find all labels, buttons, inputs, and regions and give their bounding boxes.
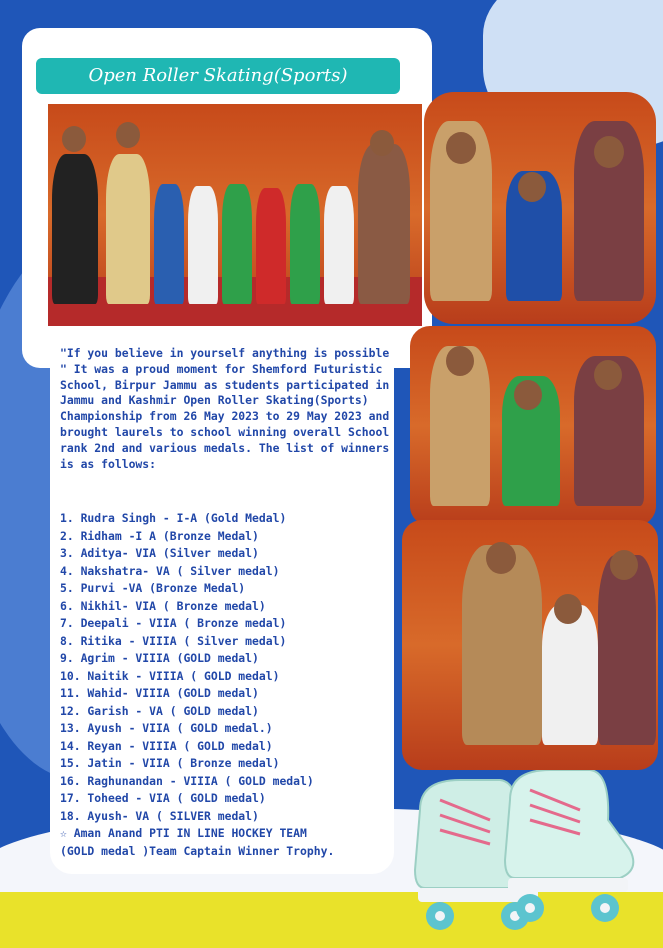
list-item: 9. Agrim - VIIIA (GOLD medal) xyxy=(60,651,259,665)
list-item: 2. Ridham -I A (Bronze Medal) xyxy=(60,528,259,543)
list-item: 11. Wahid- VIIIA (GOLD medal) xyxy=(60,686,259,700)
list-item: 12. Garish - VA ( GOLD medal) xyxy=(60,703,259,718)
list-item: 5. Purvi -VA (Bronze Medal) xyxy=(60,581,246,595)
award-photo-1 xyxy=(424,92,656,324)
award-photo-3 xyxy=(402,520,658,770)
list-item: 1. Rudra Singh - I-A (Gold Medal) xyxy=(60,511,287,525)
roller-skate-icon xyxy=(505,770,633,922)
list-item: 6. Nikhil- VIA ( Bronze medal) xyxy=(60,598,266,613)
award-photo-2 xyxy=(410,326,656,526)
list-item: (GOLD medal )Team Captain Winner Trophy. xyxy=(60,843,335,858)
winners-card xyxy=(50,330,394,874)
roller-skate-illustration xyxy=(400,770,660,940)
list-item: 14. Reyan - VIIIA ( GOLD medal) xyxy=(60,738,273,753)
group-photo xyxy=(48,104,422,326)
list-item: 18. Ayush- VA ( SILVER medal) xyxy=(60,808,259,823)
list-item: 13. Ayush - VIIA ( GOLD medal.) xyxy=(60,721,273,735)
list-item: 3. Aditya- VIA (Silver medal) xyxy=(60,546,259,560)
list-item: 4. Nakshatra- VA ( Silver medal) xyxy=(60,563,280,578)
page-title: Open Roller Skating(Sports) xyxy=(36,58,400,94)
list-item: 10. Naitik - VIIIA ( GOLD medal) xyxy=(60,668,280,683)
intro-text: "If you believe in yourself anything is possible " It was a proud moment for Shemford Futuristic School, Birpur Jammu as students participated in Jammu and Kashmir Open Roller Skating(Sports) Championship from 26 May 2023 to 29 May 2023 and brought laurels to school winning overall School rank 2nd and various medals. The list of winners is as follows: xyxy=(60,346,390,471)
list-item: 8. Ritika - VIIIA ( Silver medal) xyxy=(60,633,287,648)
list-item: ☆ Aman Anand PTI IN LINE HOCKEY TEAM xyxy=(60,826,307,840)
list-item: 16. Raghunandan - VIIIA ( GOLD medal) xyxy=(60,773,314,788)
list-item: 7. Deepali - VIIA ( Bronze medal) xyxy=(60,616,287,630)
list-item: 17. Toheed - VIA ( GOLD medal) xyxy=(60,791,266,805)
list-item: 15. Jatin - VIIA ( Bronze medal) xyxy=(60,756,280,770)
winners-list xyxy=(60,510,334,860)
